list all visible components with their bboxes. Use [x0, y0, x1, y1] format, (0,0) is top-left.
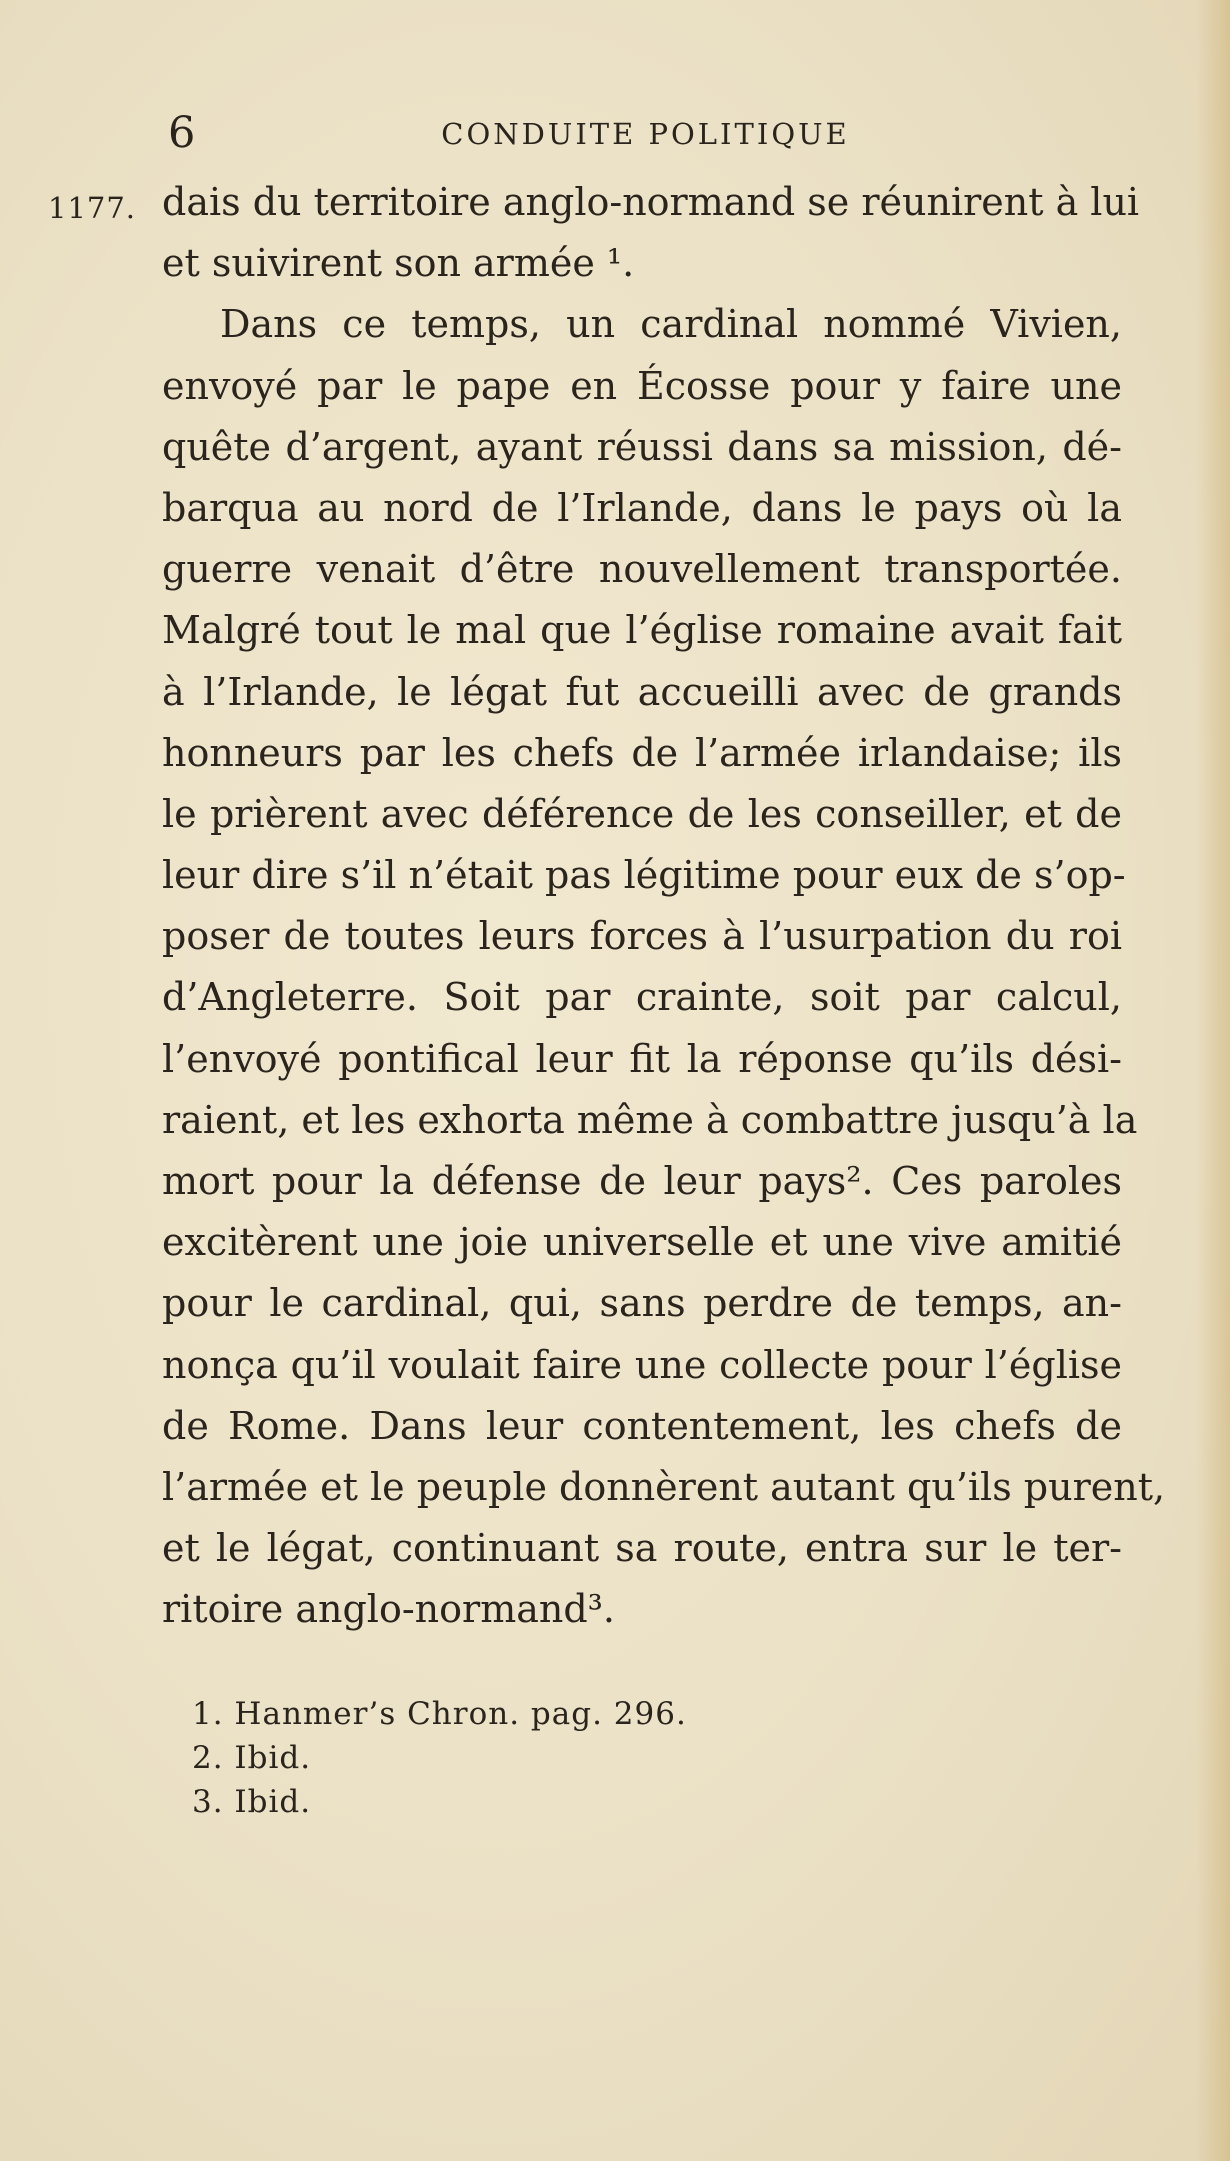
text-line: honneurs par les chefs de l’armée irlandaise; ils — [162, 730, 1122, 775]
text-line: pour le cardinal, qui, sans perdre de temps, an- — [162, 1281, 1122, 1326]
text-line: nonça qu’il voulait faire une collecte pour l’église — [162, 1342, 1122, 1387]
footnote: 1. Hanmer’s Chron. pag. 296. — [192, 1696, 687, 1732]
running-head — [168, 108, 1123, 158]
text-line: de Rome. Dans leur contentement, les chefs de — [162, 1403, 1122, 1448]
text-line: l’envoyé pontifical leur fit la réponse qu’ils dési- — [162, 1036, 1122, 1081]
running-title: CONDUITE POLITIQUE — [441, 117, 850, 151]
text-line: à l’Irlande, le légat fut accueilli avec de grands — [162, 669, 1122, 714]
text-line: le prièrent avec déférence de les conseiller, et de — [162, 791, 1122, 836]
page-edge-shading — [1196, 0, 1230, 2161]
text-line: poser de toutes leurs forces à l’usurpation du roi — [162, 914, 1122, 959]
text-line: barqua au nord de l’Irlande, dans le pays où la — [162, 485, 1122, 530]
text-line: guerre venait d’être nouvellement transportée. — [162, 547, 1122, 592]
text-line: l’armée et le peuple donnèrent autant qu’ils purent, — [162, 1464, 1166, 1509]
footnotes — [192, 1692, 892, 1824]
footnote: 2. Ibid. — [192, 1740, 312, 1776]
text-line: quête d’argent, ayant réussi dans sa mission, dé- — [162, 424, 1122, 469]
text-line: d’Angleterre. Soit par crainte, soit par calcul, — [162, 975, 1122, 1020]
text-line: raient, et les exhorta même à combattre jusqu’à la — [162, 1097, 1138, 1142]
page-number: 6 — [168, 108, 196, 158]
text-line: dais du territoire anglo-normand se réunirent à lui — [162, 180, 1140, 224]
text-line: Dans ce temps, un cardinal nommé Vivien, — [220, 302, 1122, 347]
text-line: excitèrent une joie universelle et une vive amitié — [162, 1220, 1122, 1265]
text-line: et suivirent son armée ¹. — [162, 241, 635, 286]
text-line: et le légat, continuant sa route, entra sur le ter- — [162, 1526, 1122, 1571]
body-text — [162, 172, 1166, 1641]
text-line: leur dire s’il n’était pas légitime pour eux de s’op- — [162, 853, 1126, 898]
text-line: mort pour la défense de leur pays². Ces paroles — [162, 1159, 1122, 1203]
text-line: ritoire anglo-normand³. — [162, 1587, 615, 1632]
footnote: 3. Ibid. — [192, 1784, 312, 1820]
text-line: envoyé par le pape en Écosse pour y faire une — [162, 363, 1122, 408]
margin-year-note: 1177. — [48, 191, 137, 225]
text-line: Malgré tout le mal que l’église romaine avait fait — [162, 608, 1122, 653]
